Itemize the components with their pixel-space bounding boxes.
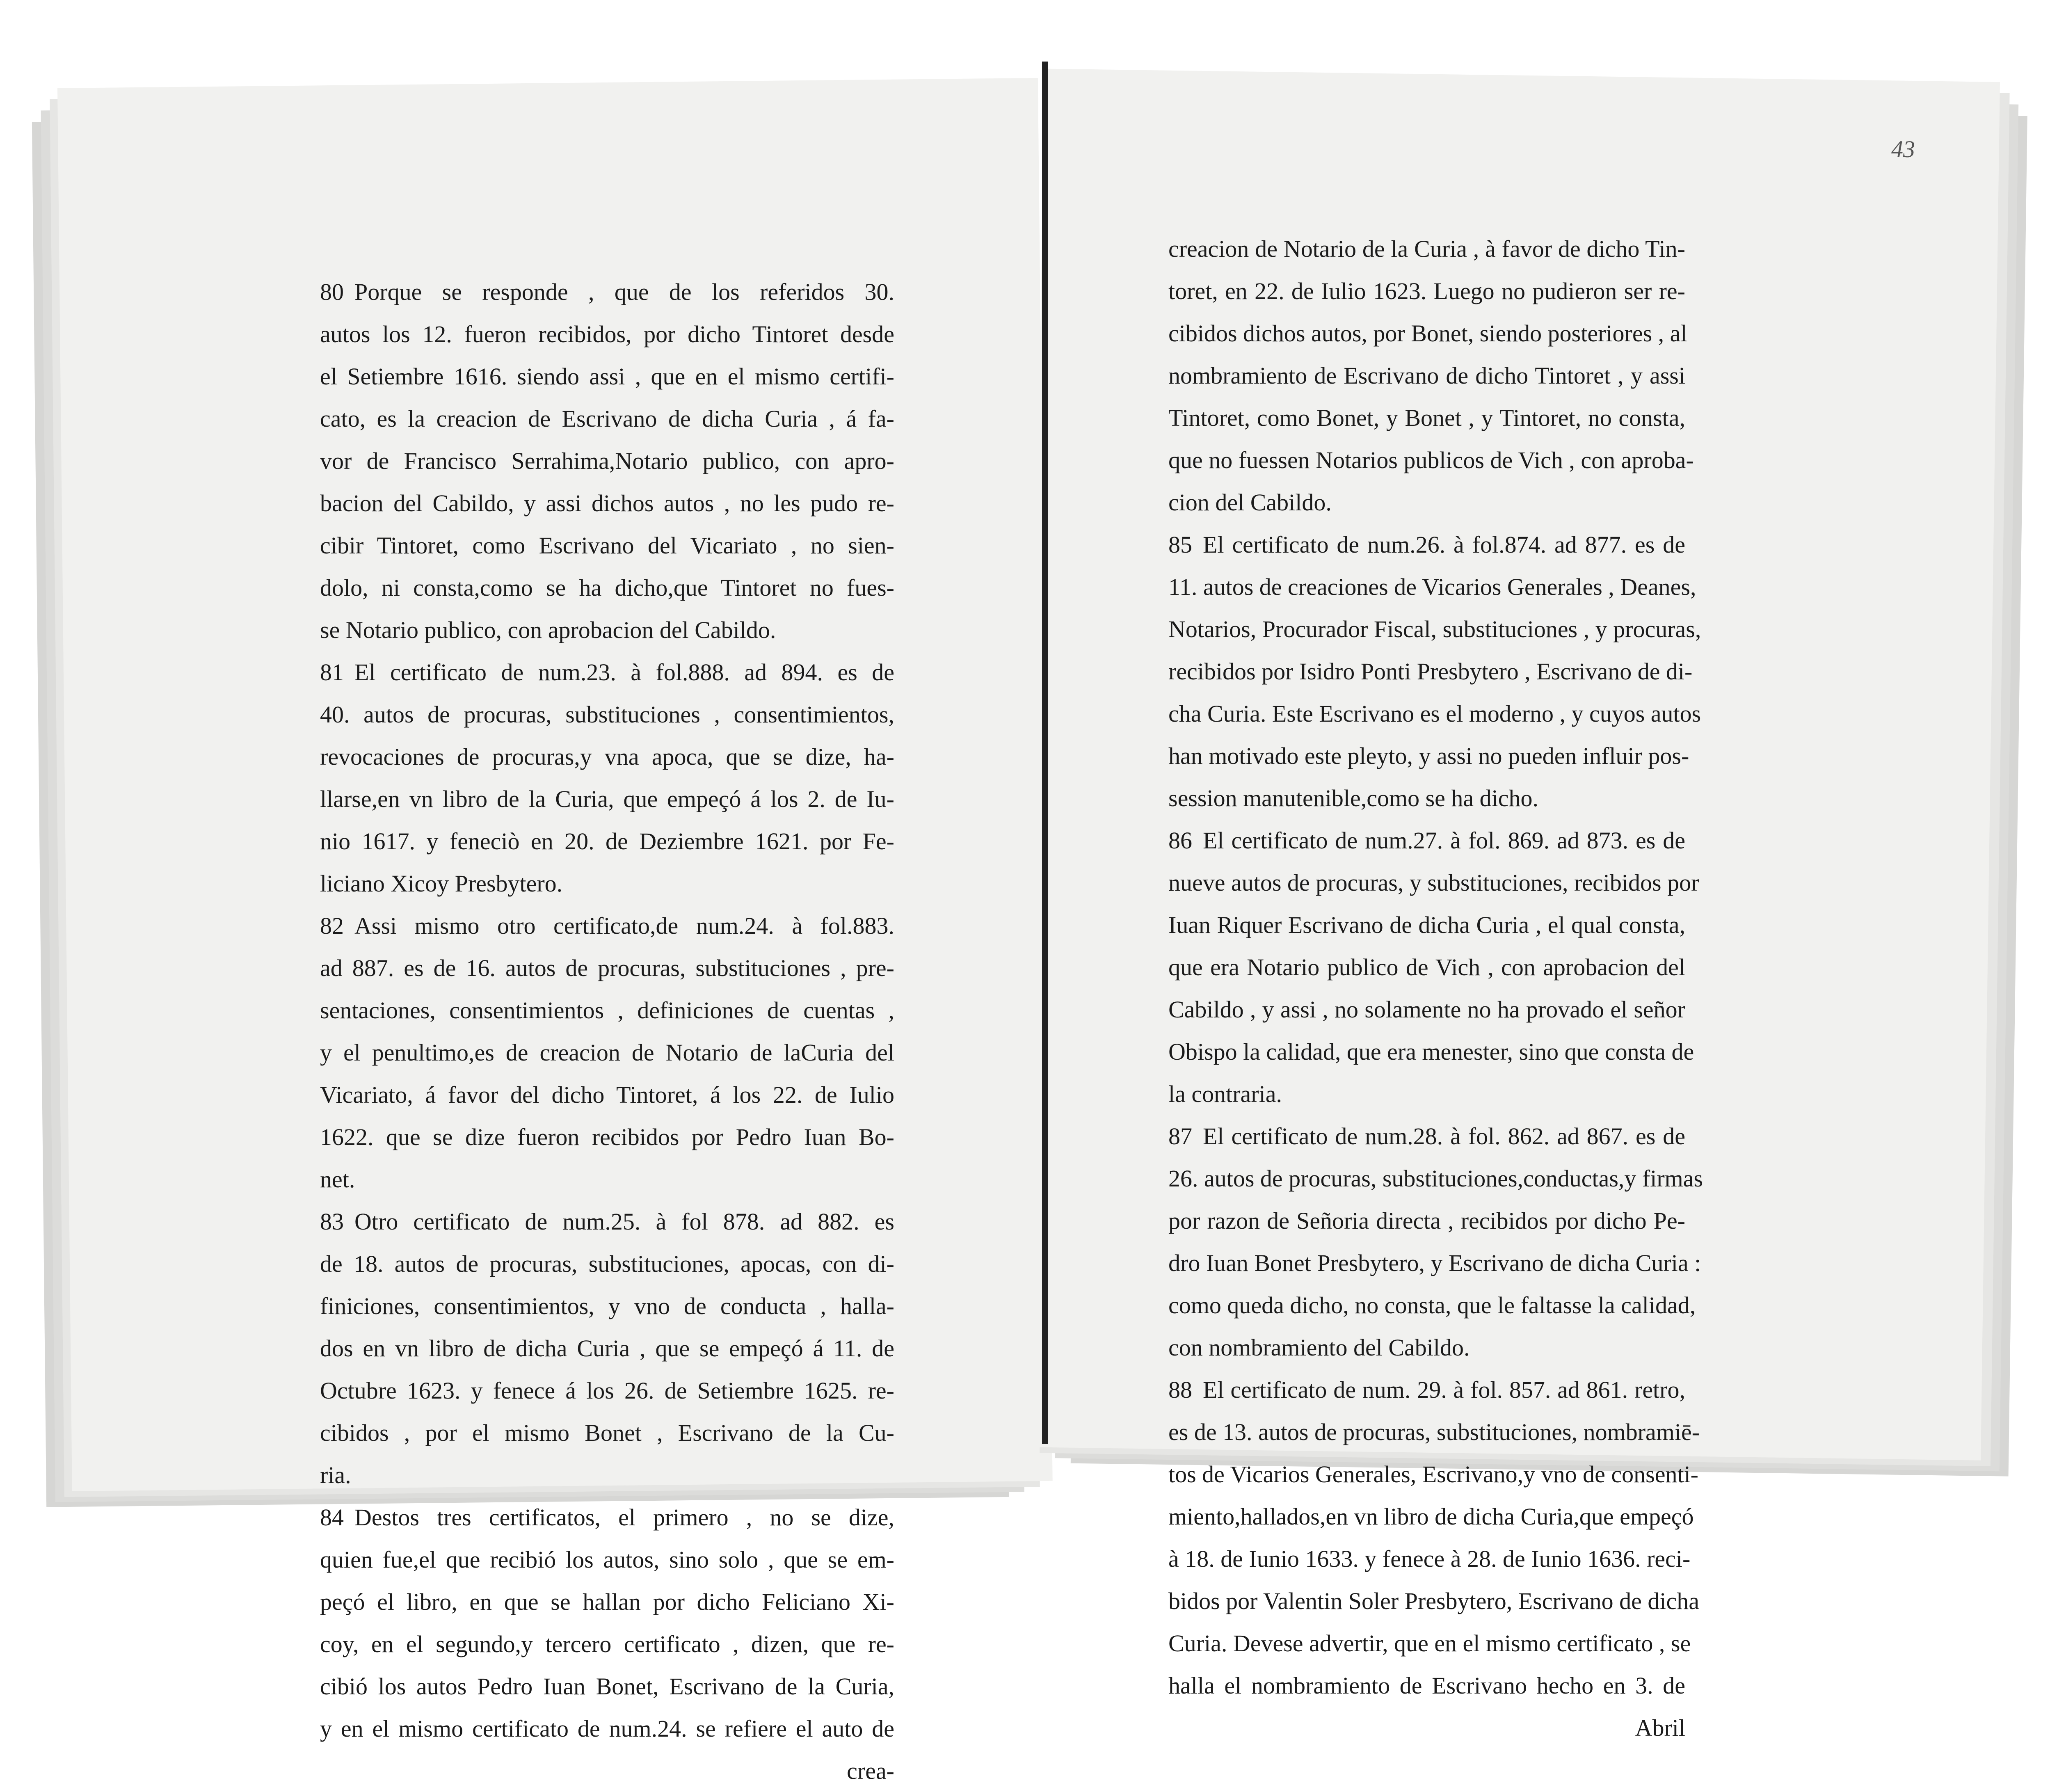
line-text: Obispo la calidad, que era menester, sino que consta de bbox=[1168, 1038, 1694, 1065]
line-text: coy, en el segundo,y tercero certificato , dizen, que re- bbox=[320, 1631, 894, 1657]
line-text: creacion de Notario de la Curia , à favor de dicho Tin- bbox=[1168, 235, 1685, 262]
line-text: nio 1617. y feneciò en 20. de Deziembre 1621. por Fe- bbox=[320, 828, 894, 855]
line-text: sentaciones, consentimientos , definiciones de cuentas , bbox=[320, 997, 894, 1024]
text-line bbox=[320, 1031, 894, 1074]
text-line bbox=[1168, 1031, 1694, 1073]
line-text: El certificato de num.23. à fol.888. ad 894. es de bbox=[354, 659, 894, 686]
line-text: cha Curia. Este Escrivano es el moderno , y cuyos autos bbox=[1168, 700, 1701, 727]
text-line bbox=[1168, 1157, 1703, 1200]
text-line bbox=[320, 1623, 894, 1665]
text-line bbox=[320, 1243, 894, 1285]
text-line bbox=[1168, 439, 1694, 481]
paragraph-number: 81 bbox=[320, 659, 344, 686]
line-text: Assi mismo otro certificato,de num.24. à fol.883. bbox=[354, 912, 894, 939]
line-text: finiciones, consentimientos, y vno de conducta , halla- bbox=[320, 1293, 894, 1319]
line-text: halla el nombramiento de Escrivano hecho en 3. de bbox=[1168, 1672, 1685, 1699]
text-line bbox=[1168, 1664, 1685, 1707]
text-line bbox=[320, 1412, 894, 1454]
text-line bbox=[320, 1581, 894, 1623]
line-text: cibidos dichos autos, por Bonet, siendo posteriores , al bbox=[1168, 320, 1687, 347]
paragraph-number: 83 bbox=[320, 1208, 344, 1235]
text-line bbox=[320, 609, 894, 651]
line-text: que era Notario publico de Vich , con aprobacion del bbox=[1168, 954, 1685, 981]
line-text: El certificato de num.27. à fol. 869. ad 873. es de bbox=[1203, 827, 1685, 854]
line-text: nombramiento de Escrivano de dicho Tintoret , y assi bbox=[1168, 362, 1685, 389]
text-line bbox=[1168, 819, 1685, 862]
text-line bbox=[1168, 566, 1696, 608]
line-text: El certificato de num.28. à fol. 862. ad 867. es de bbox=[1203, 1123, 1685, 1150]
line-text: se Notario publico, con aprobacion del Cabildo. bbox=[320, 617, 776, 643]
text-line bbox=[1168, 988, 1685, 1031]
line-text: dolo, ni consta,como se ha dicho,que Tintoret no fues- bbox=[320, 574, 894, 601]
paragraph-number: 80 bbox=[320, 279, 344, 305]
text-line bbox=[1168, 270, 1685, 312]
paragraph-number: 85 bbox=[1168, 531, 1192, 558]
line-text: Destos tres certificatos, el primero , no se dize, bbox=[354, 1504, 894, 1531]
line-text: El certificato de num. 29. à fol. 857. ad 861. retro, bbox=[1203, 1376, 1685, 1403]
paragraph-number: 84 bbox=[320, 1504, 344, 1531]
text-line bbox=[320, 1538, 894, 1581]
line-text: ria. bbox=[320, 1462, 351, 1488]
paragraph-number: 82 bbox=[320, 912, 344, 939]
line-text: Tintoret, como Bonet, y Bonet , y Tintoret, no consta, bbox=[1168, 405, 1685, 431]
line-text: dro Iuan Bonet Presbytero, y Escrivano de dicha Curia : bbox=[1168, 1250, 1701, 1276]
text-line bbox=[320, 482, 894, 524]
line-text: Abril bbox=[1635, 1714, 1685, 1741]
text-line bbox=[320, 271, 894, 313]
text-line bbox=[320, 355, 894, 398]
line-text: net. bbox=[320, 1166, 355, 1193]
line-text: como queda dicho, no consta, que le faltasse la calidad, bbox=[1168, 1292, 1696, 1319]
text-line bbox=[320, 989, 894, 1031]
line-text: 11. autos de creaciones de Vicarios Generales , Deanes, bbox=[1168, 574, 1696, 600]
line-text: Iuan Riquer Escrivano de dicha Curia , el qual consta, bbox=[1168, 912, 1685, 938]
line-text: Curia. Devese advertir, que en el mismo certificato , se bbox=[1168, 1630, 1691, 1657]
text-line bbox=[320, 1707, 894, 1750]
text-line bbox=[1168, 1411, 1700, 1453]
text-line bbox=[320, 1750, 894, 1792]
text-line bbox=[1168, 777, 1685, 819]
text-line bbox=[320, 947, 894, 989]
line-text: por razon de Señoria directa , recibidos por dicho Pe- bbox=[1168, 1207, 1685, 1234]
text-line bbox=[1168, 1284, 1696, 1326]
text-line bbox=[320, 1116, 894, 1158]
text-line bbox=[320, 524, 894, 567]
line-text: cato, es la creacion de Escrivano de dicha Curia , á fa- bbox=[320, 405, 894, 432]
text-line bbox=[1168, 862, 1699, 904]
text-line bbox=[1168, 1622, 1691, 1664]
text-line bbox=[1168, 1538, 1691, 1580]
left-text-column bbox=[320, 271, 894, 1792]
text-line bbox=[1168, 650, 1693, 693]
text-line bbox=[320, 1496, 894, 1538]
line-text: session manutenible,como se ha dicho. bbox=[1168, 785, 1539, 811]
line-text: ad 887. es de 16. autos de procuras, substituciones , pre- bbox=[320, 955, 894, 981]
text-line bbox=[320, 1454, 894, 1496]
line-text: Vicariato, á favor del dicho Tintoret, á los 22. de Iulio bbox=[320, 1081, 894, 1108]
text-line bbox=[1168, 1073, 1685, 1115]
text-line bbox=[1168, 1115, 1685, 1157]
text-line bbox=[320, 862, 894, 905]
text-line bbox=[320, 651, 894, 693]
text-line bbox=[320, 567, 894, 609]
line-text: Octubre 1623. y fenece á los 26. de Setiembre 1625. re- bbox=[320, 1377, 894, 1404]
line-text: bacion del Cabildo, y assi dichos autos , no les pudo re- bbox=[320, 490, 894, 517]
text-line bbox=[1168, 312, 1685, 354]
text-line bbox=[1168, 735, 1689, 777]
paragraph-number: 87 bbox=[1168, 1123, 1192, 1150]
text-line bbox=[1168, 693, 1701, 735]
text-line bbox=[320, 1200, 894, 1243]
text-line bbox=[1168, 608, 1701, 650]
text-line bbox=[1168, 354, 1685, 397]
line-text: la contraria. bbox=[1168, 1081, 1282, 1107]
text-line bbox=[1168, 904, 1685, 946]
line-text: 1622. que se dize fueron recibidos por Pedro Iuan Bo- bbox=[320, 1124, 894, 1150]
line-text: Cabildo , y assi , no solamente no ha provado el señor bbox=[1168, 996, 1685, 1023]
line-text: nueve autos de procuras, y substituciones, recibidos por bbox=[1168, 869, 1699, 896]
text-line bbox=[320, 1074, 894, 1116]
line-text: de 18. autos de procuras, substituciones, apocas, con di- bbox=[320, 1250, 894, 1277]
text-line bbox=[320, 778, 894, 820]
line-text: el Setiembre 1616. siendo assi , que en el mismo certifi- bbox=[320, 363, 894, 390]
text-line bbox=[1168, 1495, 1694, 1538]
line-text: con nombramiento del Cabildo. bbox=[1168, 1334, 1470, 1361]
line-text: es de 13. autos de procuras, substituciones, nombramiē- bbox=[1168, 1419, 1700, 1445]
text-line bbox=[320, 1158, 894, 1200]
text-line bbox=[320, 1285, 894, 1327]
paragraph-number: 88 bbox=[1168, 1376, 1192, 1403]
page-number: 43 bbox=[1891, 136, 1915, 162]
line-text: autos los 12. fueron recibidos, por dicho Tintoret desde bbox=[320, 321, 894, 347]
line-text: y en el mismo certificato de num.24. se refiere el auto de bbox=[320, 1715, 894, 1742]
text-line bbox=[1168, 481, 1685, 523]
text-line bbox=[320, 440, 894, 482]
line-text: cibió los autos Pedro Iuan Bonet, Escrivano de la Curia, bbox=[320, 1673, 894, 1700]
text-line bbox=[1168, 397, 1685, 439]
line-text: crea- bbox=[847, 1758, 894, 1784]
line-text: recibidos por Isidro Ponti Presbytero , Escrivano de di- bbox=[1168, 658, 1693, 685]
line-text: El certificato de num.26. à fol.874. ad 877. es de bbox=[1203, 531, 1685, 558]
text-line bbox=[1168, 523, 1685, 566]
text-line bbox=[1168, 946, 1685, 988]
text-line bbox=[320, 820, 894, 862]
line-text: que no fuessen Notarios publicos de Vich , con aproba- bbox=[1168, 447, 1694, 473]
line-text: tos de Vicarios Generales, Escrivano,y vno de consenti- bbox=[1168, 1461, 1699, 1488]
line-text: cion del Cabildo. bbox=[1168, 489, 1332, 516]
text-line bbox=[320, 1369, 894, 1412]
book-gutter bbox=[1042, 62, 1048, 1444]
line-text: dos en vn libro de dicha Curia , que se empeçó á 11. de bbox=[320, 1335, 894, 1362]
text-line bbox=[1168, 1242, 1701, 1284]
line-text: miento,hallados,en vn libro de dicha Curia,que empeçó bbox=[1168, 1503, 1694, 1530]
line-text: y el penultimo,es de creacion de Notario de laCuria del bbox=[320, 1039, 894, 1066]
line-text: à 18. de Iunio 1633. y fenece à 28. de Iunio 1636. reci- bbox=[1168, 1545, 1691, 1572]
line-text: llarse,en vn libro de la Curia, que empeçó á los 2. de Iu- bbox=[320, 786, 894, 812]
text-line bbox=[320, 1327, 894, 1369]
text-line bbox=[1168, 1369, 1685, 1411]
text-line bbox=[1168, 1580, 1699, 1622]
right-text-column bbox=[1168, 228, 1703, 1749]
line-text: 40. autos de procuras, substituciones , consentimientos, bbox=[320, 701, 894, 728]
text-line bbox=[320, 313, 894, 355]
line-text: revocaciones de procuras,y vna apoca, que se dize, ha- bbox=[320, 743, 894, 770]
line-text: 26. autos de procuras, substituciones,conductas,y firmas bbox=[1168, 1165, 1703, 1192]
text-line bbox=[1168, 1707, 1685, 1749]
text-line bbox=[320, 905, 894, 947]
line-text: peçó el libro, en que se hallan por dicho Feliciano Xi- bbox=[320, 1589, 894, 1615]
line-text: Notarios, Procurador Fiscal, substituciones , y procuras, bbox=[1168, 616, 1701, 642]
line-text: toret, en 22. de Iulio 1623. Luego no pudieron ser re- bbox=[1168, 278, 1685, 304]
line-text: liciano Xicoy Presbytero. bbox=[320, 870, 563, 897]
line-text: bidos por Valentin Soler Presbytero, Escrivano de dicha bbox=[1168, 1588, 1699, 1614]
text-line bbox=[1168, 1453, 1699, 1495]
line-text: Porque se responde , que de los referidos 30. bbox=[354, 279, 894, 305]
text-line bbox=[320, 693, 894, 736]
line-text: han motivado este pleyto, y assi no pueden influir pos- bbox=[1168, 743, 1689, 769]
text-line bbox=[1168, 228, 1685, 270]
text-line bbox=[1168, 1326, 1685, 1369]
text-line bbox=[320, 398, 894, 440]
paragraph-number: 86 bbox=[1168, 827, 1192, 854]
text-line bbox=[1168, 1200, 1685, 1242]
line-text: Otro certificato de num.25. à fol 878. ad 882. es bbox=[354, 1208, 894, 1235]
line-text: vor de Francisco Serrahima,Notario publico, con apro- bbox=[320, 448, 894, 474]
line-text: cibidos , por el mismo Bonet , Escrivano de la Cu- bbox=[320, 1419, 894, 1446]
line-text: quien fue,el que recibió los autos, sino solo , que se em- bbox=[320, 1546, 894, 1573]
text-line bbox=[320, 1665, 894, 1707]
line-text: cibir Tintoret, como Escrivano del Vicariato , no sien- bbox=[320, 532, 894, 559]
text-line bbox=[320, 736, 894, 778]
